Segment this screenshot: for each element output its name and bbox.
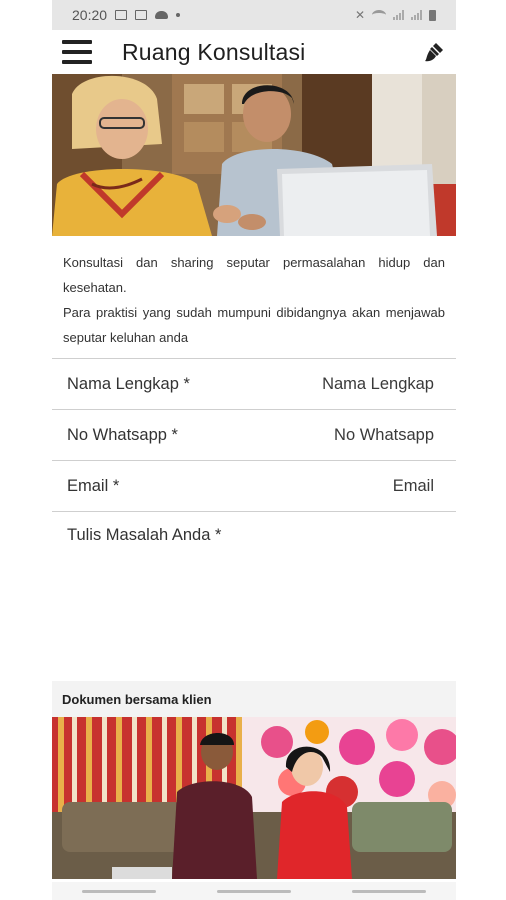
nav-recent-button[interactable] bbox=[82, 890, 156, 893]
status-time: 20:20 bbox=[72, 7, 108, 23]
signal-2-icon bbox=[411, 10, 422, 20]
whatsapp-input[interactable] bbox=[178, 426, 434, 445]
status-bar bbox=[52, 0, 456, 30]
problem-row bbox=[52, 511, 456, 681]
mute-icon: ✕ bbox=[354, 8, 365, 22]
status-right bbox=[355, 8, 436, 22]
email-input[interactable] bbox=[119, 477, 434, 496]
brush-icon[interactable] bbox=[422, 40, 446, 64]
more-notifications-icon bbox=[176, 13, 180, 17]
whatsapp-row bbox=[52, 409, 456, 460]
menu-icon[interactable] bbox=[62, 40, 92, 64]
hero-illustration bbox=[52, 74, 456, 236]
nav-back-button[interactable] bbox=[352, 890, 426, 893]
system-navigation-bar bbox=[52, 882, 456, 900]
email-label: Email * bbox=[67, 476, 120, 495]
description-paragraph-2: Para praktisi yang sudah mumpuni dibidangnya akan menjawab seputar keluhan anda bbox=[63, 305, 445, 345]
status-left bbox=[72, 7, 180, 23]
signal-icon bbox=[393, 10, 404, 20]
whatsapp-label: No Whatsapp * bbox=[67, 425, 178, 444]
description-paragraph-1: Konsultasi dan sharing seputar permasalahan hidup dan kesehatan. bbox=[63, 255, 445, 295]
client-document-image bbox=[52, 717, 456, 879]
gallery-notification-icon bbox=[115, 10, 127, 20]
problem-label: Tulis Masalah Anda * bbox=[67, 526, 222, 544]
client-document-illustration bbox=[52, 717, 456, 879]
hero-image bbox=[52, 74, 456, 236]
full-name-label: Nama Lengkap * bbox=[67, 374, 190, 393]
description bbox=[52, 236, 456, 358]
cloud-notification-icon bbox=[155, 11, 168, 19]
page-title: Ruang Konsultasi bbox=[122, 38, 306, 65]
app-bar bbox=[52, 30, 456, 74]
documents-section-title: Dokumen bersama klien bbox=[52, 681, 456, 717]
problem-textarea[interactable] bbox=[67, 556, 441, 671]
full-name-input[interactable] bbox=[190, 375, 434, 394]
wifi-icon bbox=[372, 10, 386, 20]
phone-screen bbox=[52, 0, 456, 900]
email-row bbox=[52, 460, 456, 511]
news-notification-icon bbox=[135, 10, 147, 20]
battery-icon bbox=[429, 10, 436, 21]
full-name-row bbox=[52, 358, 456, 409]
nav-home-button[interactable] bbox=[217, 890, 291, 893]
